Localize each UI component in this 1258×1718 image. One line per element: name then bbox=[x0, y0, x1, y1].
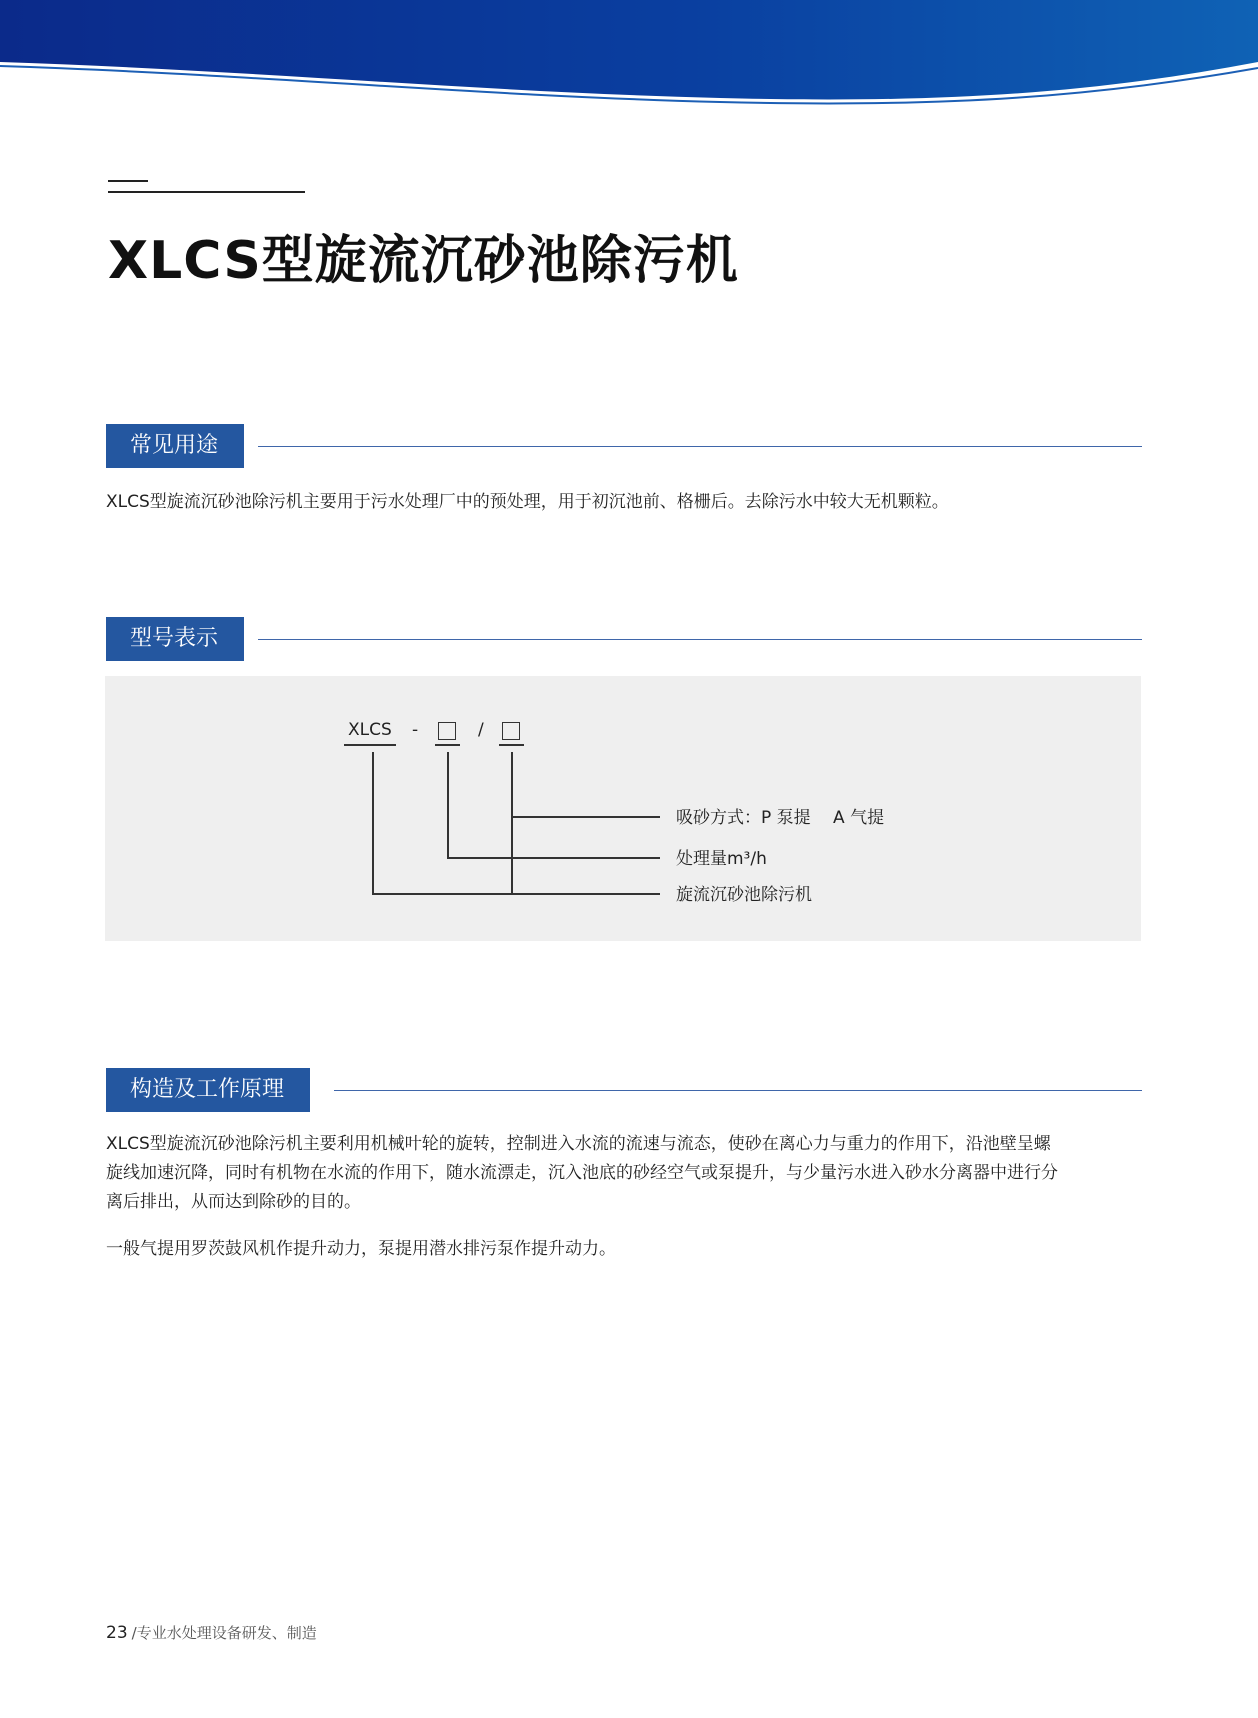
header-wave bbox=[0, 0, 1258, 120]
prefix-underline bbox=[344, 744, 396, 746]
footer-text: /专业水处理设备研发、制造 bbox=[131, 1624, 317, 1642]
label-capacity: 处理量m³/h bbox=[676, 849, 767, 869]
page-number: 23 bbox=[106, 1623, 128, 1643]
section-tag-model: 型号表示 bbox=[106, 617, 244, 661]
label-suction-method: 吸砂方式：P 泵提 A 气提 bbox=[676, 808, 885, 828]
machine-leader-horizontal bbox=[372, 893, 660, 895]
model-slash: / bbox=[478, 720, 484, 740]
section-header-model bbox=[106, 617, 1142, 661]
machine-leader-vertical bbox=[372, 752, 374, 893]
section-divider bbox=[334, 1090, 1142, 1091]
usage-text: XLCS型旋流沉砂池除污机主要用于污水处理厂中的预处理，用于初沉池前、格栅后。去除污水中较大无机颗粒。 bbox=[106, 492, 949, 512]
capacity-leader-vertical bbox=[447, 752, 449, 857]
title-rule-short bbox=[108, 180, 148, 182]
capacity-leader-horizontal bbox=[447, 857, 660, 859]
section-divider bbox=[258, 639, 1142, 640]
section-tag-usage: 常见用途 bbox=[106, 424, 244, 468]
label-machine: 旋流沉砂池除污机 bbox=[676, 885, 812, 905]
title-rule-long bbox=[108, 191, 305, 193]
model-diagram bbox=[105, 676, 1141, 941]
suction-underline bbox=[499, 744, 524, 746]
suction-placeholder-box bbox=[502, 722, 520, 740]
principle-line-2: 旋线加速沉降，同时有机物在水流的作用下，随水流漂走，沉入池底的砂经空气或泵提升，与少量污水进入砂水分离器中进行分 bbox=[106, 1163, 1058, 1183]
model-dash: - bbox=[412, 720, 419, 740]
suction-leader-vertical bbox=[511, 752, 513, 893]
model-prefix: XLCS bbox=[348, 720, 392, 740]
capacity-placeholder-box bbox=[438, 722, 456, 740]
page-title: XLCS型旋流沉砂池除污机 bbox=[108, 231, 739, 291]
principle-paragraph-2: 一般气提用罗茨鼓风机作提升动力，泵提用潜水排污泵作提升动力。 bbox=[106, 1239, 616, 1259]
section-header-usage bbox=[106, 424, 1142, 468]
suction-leader-horizontal bbox=[511, 816, 660, 818]
principle-line-1: XLCS型旋流沉砂池除污机主要利用机械叶轮的旋转，控制进入水流的流速与流态，使砂在离心力与重力的作用下，沿池壁呈螺 bbox=[106, 1134, 1051, 1154]
section-divider bbox=[258, 446, 1142, 447]
page-footer bbox=[106, 1622, 317, 1643]
capacity-underline bbox=[435, 744, 460, 746]
principle-paragraph-1 bbox=[106, 1130, 1142, 1217]
section-tag-principle: 构造及工作原理 bbox=[106, 1068, 310, 1112]
principle-line-3: 离后排出，从而达到除砂的目的。 bbox=[106, 1192, 361, 1212]
section-header-principle bbox=[106, 1068, 1142, 1112]
